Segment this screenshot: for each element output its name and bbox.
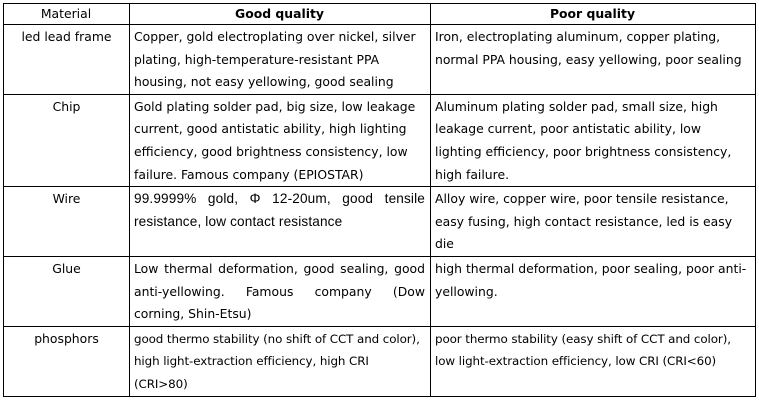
table-row xyxy=(4,25,756,95)
poor-quality-cell: high thermal deformation, poor sealing, poor anti-yellowing. xyxy=(431,256,756,326)
quality-comparison-table xyxy=(3,3,756,397)
material-cell: led lead frame xyxy=(4,25,130,95)
good-quality-cell: Copper, gold electroplating over nickel, silver plating, high-temperature-resistant PPA housing, not easy yellowing, good sealing xyxy=(130,25,431,95)
material-cell: Glue xyxy=(4,256,130,326)
material-cell: phosphors xyxy=(4,326,130,396)
good-quality-cell: Low thermal deformation, good sealing, good anti-yellowing. Famous company (Dow corning, Shin-Etsu) xyxy=(130,256,431,326)
good-quality-cell: Gold plating solder pad, big size, low leakage current, good antistatic ability, high lighting efficiency, good brightness consistency, low failure. Famous company (EPIOSTAR) xyxy=(130,94,431,186)
material-cell: Wire xyxy=(4,187,130,257)
poor-quality-cell: Iron, electroplating aluminum, copper plating, normal PPA housing, easy yellowing, poor sealing xyxy=(431,25,756,95)
poor-quality-cell: Aluminum plating solder pad, small size, high leakage current, poor antistatic ability, low lighting efficiency, poor brightness consistency, high failure. xyxy=(431,94,756,186)
table-row xyxy=(4,187,756,257)
table-row xyxy=(4,326,756,396)
header-good-quality: Good quality xyxy=(130,4,431,25)
poor-quality-cell: Alloy wire, copper wire, poor tensile resistance, easy fusing, high contact resistance, led is easy die xyxy=(431,187,756,257)
table-row xyxy=(4,94,756,186)
good-quality-cell: 99.9999% gold, Φ 12-20um, good tensile resistance, low contact resistance xyxy=(130,187,431,257)
poor-quality-cell: poor thermo stability (easy shift of CCT and color), low light-extraction efficiency, low CRI (CRI<60) xyxy=(431,326,756,396)
table-header-row xyxy=(4,4,756,25)
header-poor-quality: Poor quality xyxy=(431,4,756,25)
table-row xyxy=(4,256,756,326)
good-quality-cell: good thermo stability (no shift of CCT and color), high light-extraction efficiency, high CRI (CRI>80) xyxy=(130,326,431,396)
header-material: Material xyxy=(4,4,130,25)
material-cell: Chip xyxy=(4,94,130,186)
